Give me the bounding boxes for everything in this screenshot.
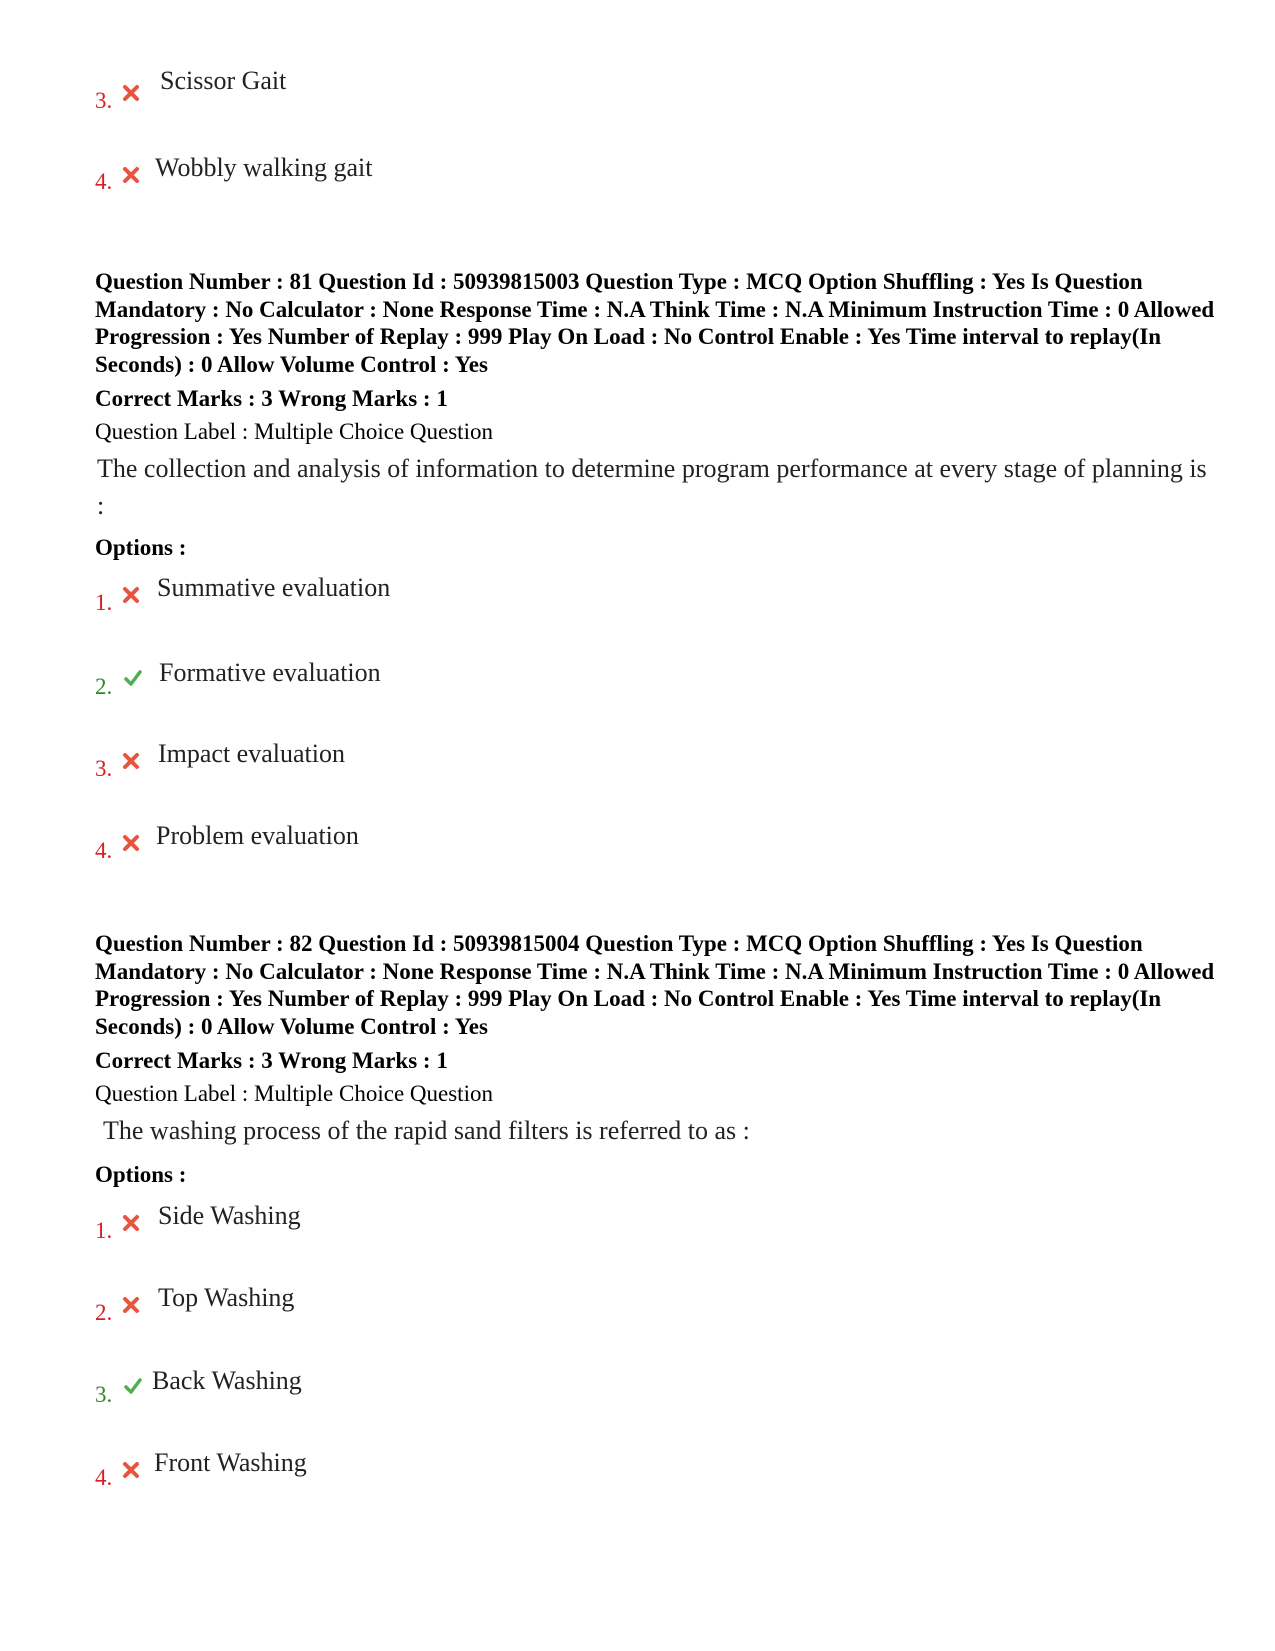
option-number: 1. xyxy=(95,590,113,615)
option-text: Formative evaluation xyxy=(159,658,381,687)
option-text: Back Washing xyxy=(152,1366,302,1395)
question-meta: Question Number : 81 Question Id : 50939815003 Question Type : MCQ Option Shuffling : Yes Is Question Mandatory : No Calculator : None Response Time : N.A Think Time : N.A Minimum Instruction Time : 0 Allowed Progression : Yes Number of Replay : 999 Play On Load : No Control Enable : Yes Time interval to replay(In Seconds) : 0 Allow Volume Control : Yes xyxy=(95,269,1215,377)
option-number: 3. xyxy=(95,88,113,113)
option-number: 2. xyxy=(95,1300,113,1325)
cross-icon xyxy=(122,1296,140,1314)
option-number: 1. xyxy=(95,1218,113,1243)
option-text: Problem evaluation xyxy=(156,821,359,850)
option-text: Scissor Gait xyxy=(160,66,287,95)
option-number: 4. xyxy=(95,169,113,194)
option-number: 4. xyxy=(95,1465,113,1490)
option-text: Side Washing xyxy=(158,1201,301,1230)
option-number: 2. xyxy=(95,674,113,699)
cross-icon xyxy=(122,586,140,604)
option-number: 4. xyxy=(95,838,113,863)
cross-icon xyxy=(122,834,140,852)
options-label: Options : xyxy=(95,1162,187,1187)
question-meta: Question Number : 82 Question Id : 50939815004 Question Type : MCQ Option Shuffling : Yes Is Question Mandatory : No Calculator : None Response Time : N.A Think Time : N.A Minimum Instruction Time : 0 Allowed Progression : Yes Number of Replay : 999 Play On Load : No Control Enable : Yes Time interval to replay(In Seconds) : 0 Allow Volume Control : Yes xyxy=(95,931,1215,1039)
question-label: Question Label : Multiple Choice Question xyxy=(95,1081,493,1106)
question-text: The collection and analysis of information to determine program performance at every stage of planning is : xyxy=(97,454,1207,520)
question-label: Question Label : Multiple Choice Question xyxy=(95,419,493,444)
cross-icon xyxy=(122,1214,140,1232)
cross-icon xyxy=(122,752,140,770)
check-icon xyxy=(122,1377,144,1395)
option-text: Front Washing xyxy=(154,1448,307,1477)
option-text: Summative evaluation xyxy=(157,573,391,602)
question-marks: Correct Marks : 3 Wrong Marks : 1 xyxy=(95,386,448,411)
cross-icon xyxy=(122,84,140,102)
option-text: Wobbly walking gait xyxy=(155,153,373,182)
options-label: Options : xyxy=(95,535,187,560)
cross-icon xyxy=(122,1461,140,1479)
option-number: 3. xyxy=(95,1382,113,1407)
cross-icon xyxy=(122,166,140,184)
option-text: Impact evaluation xyxy=(158,739,345,768)
question-marks: Correct Marks : 3 Wrong Marks : 1 xyxy=(95,1048,448,1073)
question-text: The washing process of the rapid sand filters is referred to as : xyxy=(103,1116,750,1145)
option-number: 3. xyxy=(95,756,113,781)
option-text: Top Washing xyxy=(158,1283,295,1312)
check-icon xyxy=(122,669,144,687)
